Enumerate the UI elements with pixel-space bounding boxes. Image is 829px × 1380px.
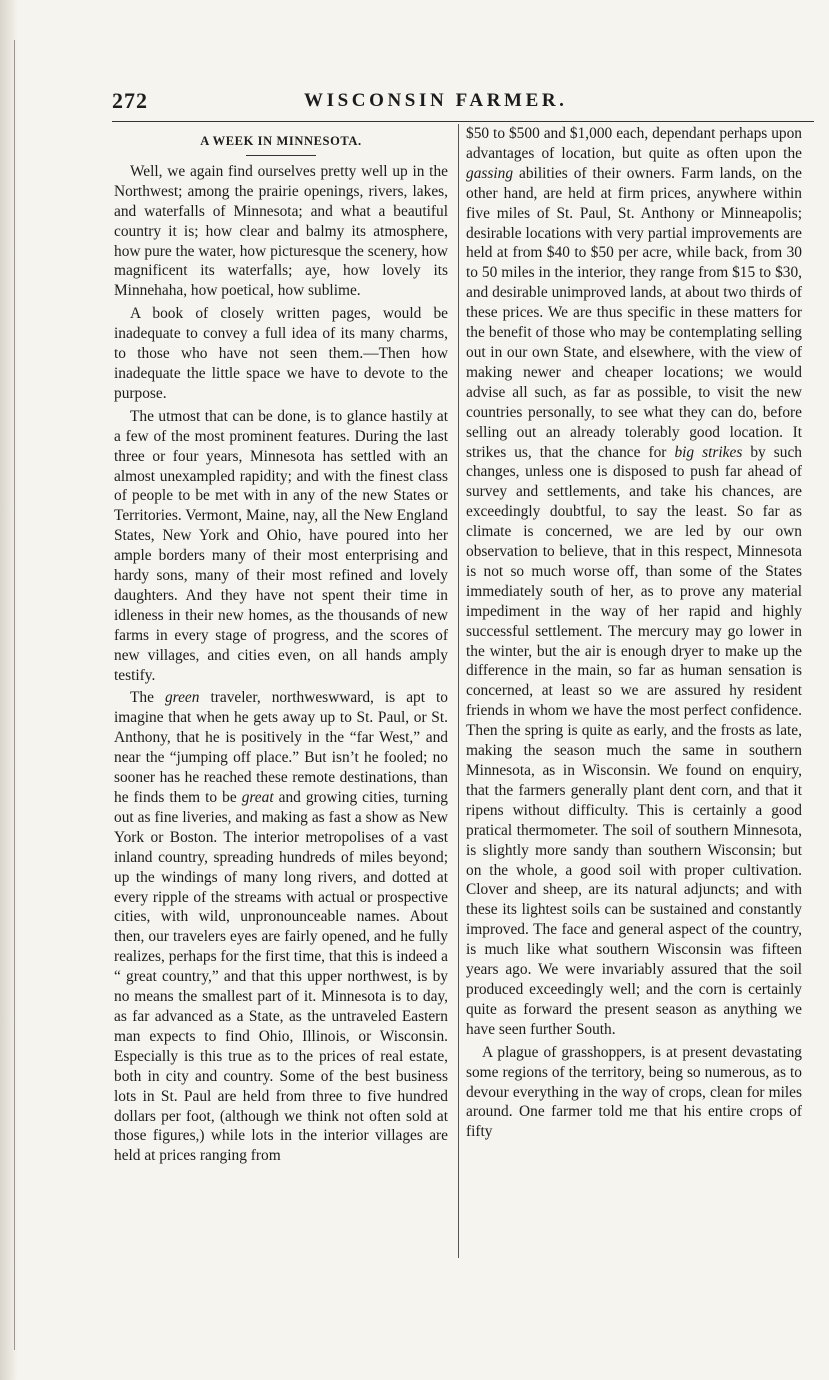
emphasis-green: green [164, 689, 200, 707]
header-rule [112, 121, 814, 122]
paragraph-4-text-a: The [130, 689, 165, 707]
paragraph-5-text-b: abilities of their owners. Farm lands, on the other hand, are held at firm prices, anywhere within five miles of St. Paul, St. Anthony or Minneapolis; desirable locations with very partial improvements are held at from $40 to $50 per acre, while back, from 30 to 50 miles in the interior, they range from $15 to $30, and desirable unimproved lands, at about two thirds of these prices. We are thus specific in these matters for the benefit of those who may be contemplating selling out in our own State, and elsewhere, with the view of making newer and cheaper locations; we would advise all such, as far as possible, to visit the new countries personally, to see what they can do, before selling out an already tolerably good location. It strikes us, that the chance for [466, 164, 802, 461]
paragraph-5-text-c: by such changes, unless one is disposed to push far ahead of survey and settlements, and take his chances, are exceedingly doubtful, to say the least. So far as climate is concerned, we are led by our own observation to believe, that in this respect, Minnesota is not so much worse off, than some of the States immediately south of her, as to prove any material impediment in the way of her rapid and highly successful settlement. The mercury may go lower in the winter, but the air is enough dryer to make up the difference in the main, so far as human sensation is concerned, at least so we are assured hy resident friends in whom we have the most perfect confidence. Then the spring is quite as early, and the frosts as late, making the season much the same in southern Minnesota, as in Wisconsin. We found on enquiry, that the farmers generally plant dent corn, and that it ripens without difficulty. This is certainly a good pratical thermometer. The soil of southern Minnesota, is slightly more sandy than southern Wisconsin; but on the whole, a good soil with proper cultivation. Clover and sheep, are its natural adjuncts; and with these its lightest soils can be sustained and constantly improved. The face and general aspect of the country, is much like what southern Wisconsin was fifteen years ago. We were invariably assured that the soil produced exceedingly well; and the corn is certainly quite as forward the present season as anything we have seen further South. [466, 443, 802, 1038]
paragraph-4-text-b: traveler, northweswward, is apt to imagine that when he gets away up to St. Paul, or St. Anthony, that he is positively in the “far West,” and near the “jumping off place.” But isn’t he fooled; no sooner has he reached these remote destinations, than he finds them to be [114, 689, 449, 806]
paragraph-5-text-a: $50 to $500 and $1,000 each, dependant perhaps upon advantages of location, but quite as often upon the [466, 125, 802, 162]
article-title: A WEEK IN MINNESOTA. [200, 134, 362, 148]
paragraph-6: A plague of grasshoppers, is at present devastating some regions of the territory, being so numerous, as to devour everything in the way of crops, clean for miles around. One farmer told me that his entire crops of fifty [466, 1043, 802, 1141]
paragraph-4-text-c: and growing cities, turning out as fine liveries, and making as fast a show as New York or Boston. The interior metropolises of a vast inland country, spreading hundreds of miles beyond; up the windings of many long rivers, and dotted at every ripple of the streams with actual or prospective cities, with wild, unpronounceable names. About then, our travelers eyes are fairly opened, and he fully realizes, perhaps for the first time, that this is indeed a “ great country,” and that this upper northwest, is by no means the smallest part of it. Minnesota is to day, as far advanced as a State, as the untraveled Eastern man expects to find Ohio, Illinois, or Wisconsin. Especially is this true as to the prices of real estate, both in city and country. Some of the best business lots in St. Paul are held from three to five hundred dollars per foot, (although we think not often sold at those figures,) while lots in the interior villages are held at prices ranging from [114, 789, 448, 1165]
page-edge-line [14, 40, 15, 1350]
left-column [114, 130, 448, 1169]
emphasis-gassing: gassing [466, 164, 514, 182]
paragraph-3: The utmost that can be done, is to glance hastily at a few of the most prominent features. During the last three or four years, Minnesota has settled with an almost unexampled rapidity; and with the finest class of people to be met with in any of the new States or Territories. Vermont, Maine, nay, all the New England States, New York and Ohio, have poured into her ample borders many of their most enterprising and hardy sons, many of their most refined and lovely daughters. And they have not spent their time in idleness in their new homes, as the thousands of new farms in every stage of progress, and the scores of new villages, and cities even, on all hands amply testify. [114, 407, 448, 684]
right-column [466, 124, 802, 1145]
paragraph-4 [114, 688, 448, 1166]
emphasis-big-strikes: big strikes [674, 443, 743, 461]
column-divider [458, 124, 459, 1258]
paragraph-5 [466, 124, 802, 1040]
running-title: WISCONSIN FARMER. [304, 90, 568, 111]
paragraph-2: A book of closely written pages, would be inadequate to convey a full idea of its many charms, to those who have not seen them.—Then how inadequate the little space we have to devote to the purpose. [114, 305, 448, 402]
page-number: 272 [112, 88, 148, 113]
page-header [112, 88, 812, 118]
title-rule [246, 155, 316, 156]
page-binding-shadow [0, 0, 18, 1380]
paragraph-1: Well, we again find ourselves pretty well up in the Northwest; among the prairie openings, rivers, lakes, and waterfalls of Minnesota; and what a beautiful country it is; how clear and balmy its atmosphere, how pure the water, how picturesque the scenery, how magnificent its waterfalls; aye, how lovely its Minnehaha, how poetical, how sublime. [114, 162, 448, 300]
emphasis-great: great [241, 789, 274, 806]
